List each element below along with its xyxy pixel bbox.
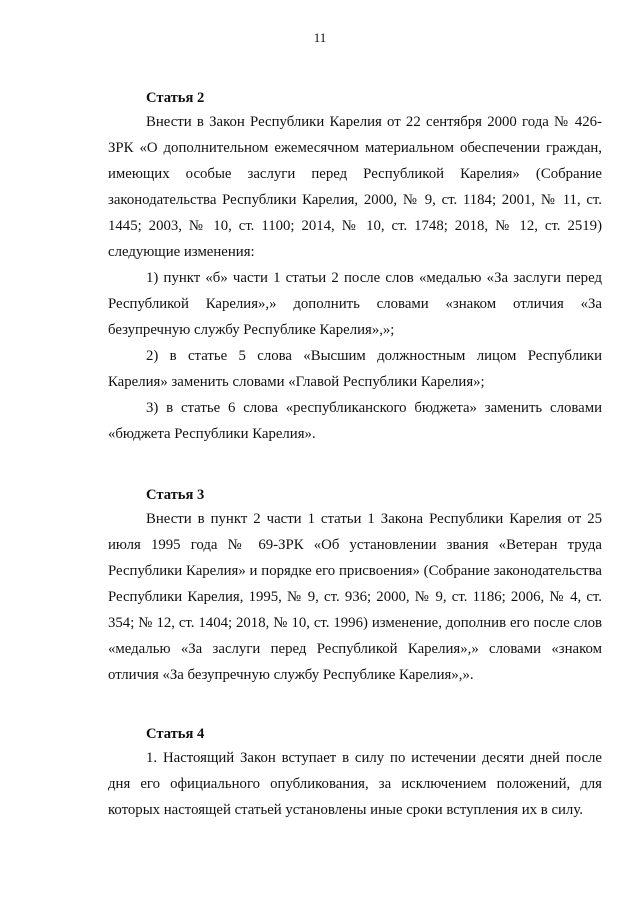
article-paragraph: Внести в Закон Республики Карелия от 22 сентября 2000 года № 426-ЗРК «О дополнительном ежемесячном материальном обеспечении граждан, имеющих особые заслуги перед Республикой Карелия» (Собрание законодательства Республики Карелия, 2000, № 9, ст. 1184; 2001, № 11, ст. 1445; 2003, № 10, ст. 1100; 2014, № 10, ст. 1748; 2018, № 12, ст. 2519) следующие изменения: [108, 114, 602, 260]
article-3 [108, 487, 602, 688]
article-2 [108, 90, 602, 447]
article-4 [108, 726, 602, 823]
section-spacer [108, 688, 602, 726]
page-number: 11 [313, 30, 327, 45]
article-heading: Статья 2 [146, 90, 205, 106]
article-paragraph: 1) пункт «б» части 1 статьи 2 после слов «медалью «За заслуги перед Республикой Карелия»,» дополнить словами «знаком отличия «За безупречную службу Республике Карелия»,»; [108, 270, 602, 338]
article-paragraph: 1. Настоящий Закон вступает в силу по истечении десяти дней после дня его официального опубликования, за исключением положений, для которых настоящей статьей установлены иные сроки вступления их в силу. [108, 750, 602, 818]
article-heading: Статья 3 [146, 487, 205, 503]
article-heading: Статья 4 [146, 726, 205, 742]
article-paragraph: 3) в статье 6 слова «республиканского бюджета» заменить словами «бюджета Республики Карелия». [108, 400, 602, 442]
document-body [108, 90, 602, 823]
article-paragraph: Внести в пункт 2 части 1 статьи 1 Закона Республики Карелия от 25 июля 1995 года № 69-ЗРК «Об установлении звания «Ветеран труда Республики Карелия» и порядке его присвоения» (Собрание законодательства Республики Карелия, 1995, № 9, ст. 936; 2000, № 9, ст. 1186; 2006, № 4, ст. 354; № 12, ст. 1404; 2018, № 10, ст. 1996) изменение, дополнив его после слов «медалью «За заслуги перед Республикой Карелия»,» словами «знаком отличия «За безупречную службу Республике Карелия»,». [108, 511, 602, 683]
section-spacer [108, 447, 602, 487]
article-paragraph: 2) в статье 5 слова «Высшим должностным лицом Республики Карелия» заменить словами «Главой Республики Карелия»; [108, 348, 602, 390]
